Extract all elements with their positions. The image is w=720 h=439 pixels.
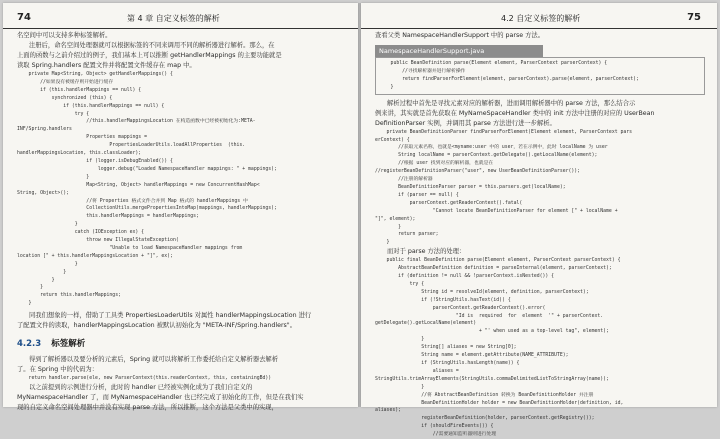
- code-line: BeanDefinitionParser parser = this.parsers.get(localName);: [375, 184, 566, 190]
- code-line: handlerMappingsLocation, this.classLoader);: [17, 151, 142, 157]
- code-line: }: [379, 84, 394, 90]
- code-line: if (shouldFireEvents()) {: [375, 424, 494, 430]
- code-line: Map<String, Object> handlerMappings = new ConcurrentHashMap<: [17, 182, 260, 188]
- code-line: location [" + this.handlerMappingsLocation + "]", ex);: [17, 253, 173, 259]
- code-line: StringUtils.trimArrayElements(StringUtils.commaDelimitedListToStringArray(name));: [375, 376, 609, 382]
- code-line: return parser;: [375, 232, 439, 238]
- code-comment: //如果没有被缓存则开始进行缓存: [17, 79, 114, 85]
- code-block-parse: [375, 57, 705, 95]
- left-page-number: 74: [17, 12, 31, 23]
- body-text: MyNamespaceHandler 了，而 MyNamespaceHandler 也已经完成了初始化的工作，但是在我们实: [17, 394, 304, 402]
- right-page: [361, 3, 717, 438]
- code-line: //registerBeanDefinitionParser("user", new UserBeanDefinitionParser());: [375, 169, 581, 175]
- code-line: PropertiesLoaderUtils.loadAllProperties (this.: [17, 143, 246, 149]
- code-line: Properties mappings =: [17, 135, 147, 141]
- code-line: CollectionUtils.mergePropertiesIntoMap(mappings, handlerMappings);: [17, 206, 277, 212]
- code-line: aliases =: [375, 368, 459, 374]
- code-line: }: [375, 384, 425, 390]
- code-comment: //将 Properties 格式文件合并到 Map 格式的 handlerMappings 中: [17, 198, 248, 204]
- body-text: 上面的函数与之前介绍过的例子，我们基本上可以推断 getHandlerMappings 的主要功能就是: [17, 52, 282, 59]
- code-line: parserContext.getReaderContext().fatal(: [375, 200, 523, 206]
- body-text: 查看父类 NamespaceHandlerSupport 中的 parse 方法。: [375, 32, 545, 39]
- body-text: 以之前提到的示例进行分析，此时的 handler 已经被实例化成为了我们自定义的: [29, 384, 253, 392]
- code-comment: //寻找解析器并进行解析操作: [379, 68, 466, 74]
- code-line: try {: [375, 281, 425, 287]
- code-line: public final BeanDefinition parse(Element element, ParserContext parserContext) {: [375, 258, 621, 264]
- code-line: registerBeanDefinition(holder, parserContext.getRegistry());: [375, 416, 595, 422]
- body-text: 注册后，命名空间处理器就可以根据标签的不同来调用不同的解析器进行解析。那么，在: [29, 42, 275, 49]
- code-comment: //需要通知监听器则进行处理: [375, 432, 497, 438]
- body-text: 同我们想象的一样，借助了工具类 PropertiesLoaderUtils 对属性 handlerMappingsLocation 进行: [29, 312, 312, 320]
- left-page-header: [3, 12, 358, 29]
- code-line: aliases);: [375, 408, 401, 414]
- code-line: }: [17, 261, 78, 267]
- code-line: "]", element);: [375, 216, 416, 222]
- right-page-number: 75: [687, 12, 701, 23]
- code-line: String localName = parserContext.getDelegate().getLocalName(element);: [375, 153, 598, 159]
- code-block-getHandlerMappings: [17, 71, 346, 308]
- body-text: DefinitionParser 实例，并调用其 parse 方法进行进一步解析。: [375, 119, 556, 127]
- code-line: + "' when used as a top-level tag", element);: [375, 329, 609, 335]
- code-line: if (logger.isDebugEnabled()) {: [17, 158, 173, 164]
- section-number: 4.2.3: [17, 339, 42, 350]
- body-text: 而对于 parse 方法的处理：: [387, 248, 466, 256]
- code-line: }: [375, 337, 425, 343]
- code-line: String[] aliases = new String[0];: [375, 345, 517, 351]
- code-line: }: [375, 240, 390, 246]
- code-line: BeanDefinitionHolder holder = new BeanDefinitionHolder(definition, id,: [375, 400, 624, 406]
- section-title: 标签解析: [51, 339, 86, 350]
- left-page-body: [17, 31, 346, 413]
- section-heading: [17, 338, 346, 350]
- body-text: 了。在 Spring 中的代码为：: [17, 366, 98, 374]
- code-line: AbstractBeanDefinition definition = parseInternal(element, parserContext);: [375, 266, 612, 272]
- code-comment: //将 AbstractBeanDefinition 转换为 BeanDefinitionHolder 并注册: [375, 392, 594, 398]
- right-page-header: [361, 12, 717, 29]
- code-line: getDelegate().getLocalName(element): [375, 321, 477, 327]
- code-line: parserContext.getReaderContext().error(: [375, 305, 546, 311]
- code-line: }: [17, 277, 55, 283]
- body-text: 名空间中可以支持多种标签解析。: [17, 32, 112, 39]
- code-line: "Cannot locate BeanDefinitionParser for element [" + localName +: [375, 208, 618, 214]
- code-line: }: [375, 224, 401, 230]
- code-line: catch (IOException ex) {: [17, 230, 145, 236]
- left-running-head: 第 4 章 自定义标签的解析: [127, 14, 220, 23]
- code-line: erContext) {: [375, 137, 410, 143]
- code-line: throw new IllegalStateException(: [17, 238, 179, 244]
- body-text: 了配置文件的读取，handlerMappingsLocation 被默认初始化为 "META-INF/Spring.handlers"。: [17, 322, 297, 330]
- right-page-body: [375, 31, 705, 439]
- code-line: logger.debug("Loaded NamespaceHandler mappings: " + mappings);: [17, 166, 277, 172]
- code-line: "Id is required for element '" + parserContext.: [375, 313, 604, 319]
- code-line: String name = element.getAttribute(NAME_ATTRIBUTE);: [375, 353, 569, 359]
- code-line: private BeanDefinitionParser findParserForElement(Element element, ParserContext pars: [375, 129, 633, 135]
- code-line: private Map<String, Object> getHandlerMappings() {: [17, 72, 173, 77]
- code-line: if (parser == null) {: [375, 192, 459, 198]
- body-text: 解析过程中首先是寻找元素对应的解析器，进而调用解析器中的 parse 方法，那么结合示: [387, 99, 636, 107]
- code-block-parse-final: [375, 257, 705, 439]
- code-comment: //this.handlerMappingsLocation 在构造函数中已经被初始化为:META-: [17, 119, 256, 125]
- body-text: 得到了解析器以及要分析的元素后，Spring 就可以将解析工作委托给自定义解析器去解析: [29, 356, 279, 364]
- code-line: }: [17, 285, 43, 291]
- code-line: }: [17, 222, 78, 228]
- code-comment: //注册的解析器: [375, 177, 433, 183]
- body-text: 读取 Spring.handlers 配置文件并将配置文件缓存在 map 中。: [17, 62, 196, 69]
- code-line: String id = resolveId(element, definition, parserContext);: [375, 289, 589, 295]
- code-line: if (StringUtils.hasLength(name)) {: [375, 361, 520, 366]
- code-line: synchronized (this) {: [17, 95, 113, 101]
- code-line: }: [17, 301, 32, 307]
- code-line: }: [17, 174, 90, 180]
- code-line: public BeanDefinition parse(Element element, ParserContext parserContext) {: [379, 61, 608, 66]
- left-page: [3, 3, 358, 412]
- code-comment: //获取元素名称，也就是<myname:user 中的 user，若在示例中，此时 localName 为 user: [375, 145, 608, 151]
- code-line: if (this.handlerMappings == null) {: [17, 103, 165, 109]
- code-line: INF/Spring.handlers: [17, 127, 72, 133]
- body-text: 现的自定义命名空间处理器中并没有实现 parse 方法，所以推断，这个方法是父类中的实现，: [17, 404, 278, 412]
- code-line: "Unable to load NamespaceHandler mappings from: [17, 245, 243, 251]
- code-block-findParserForElement: [375, 129, 705, 248]
- code-line: return findParserForElement(element, parserContext).parse(element, parserContext);: [379, 76, 639, 82]
- code-line: return handler.parse(ele, new ParserContext(this.readerContext, this, containingBd)): [17, 376, 272, 382]
- code-line: String, Object>();: [17, 190, 69, 196]
- code-line: if (definition != null && !parserContext.isNested()) {: [375, 274, 555, 280]
- code-line: try {: [17, 111, 90, 117]
- code-line: if (!StringUtils.hasText(id)) {: [375, 297, 511, 303]
- code-line: this.handlerMappings = handlerMappings;: [17, 214, 199, 220]
- code-line: return this.handlerMappings;: [17, 293, 121, 299]
- code-file-banner: NamespaceHandlerSupport.java: [375, 45, 543, 57]
- right-running-head: 4.2 自定义标签的解析: [501, 14, 581, 23]
- code-comment: //根据 user 找到对应的解析器，也就是在: [375, 161, 494, 167]
- code-line: }: [17, 269, 67, 275]
- body-text: 例来讲，其实就是首先获取在 MyNameSpaceHandler 类中的 init 方法中注册的对应的 UserBean: [375, 109, 655, 117]
- code-line: if (this.handlerMappings == null) {: [17, 87, 142, 93]
